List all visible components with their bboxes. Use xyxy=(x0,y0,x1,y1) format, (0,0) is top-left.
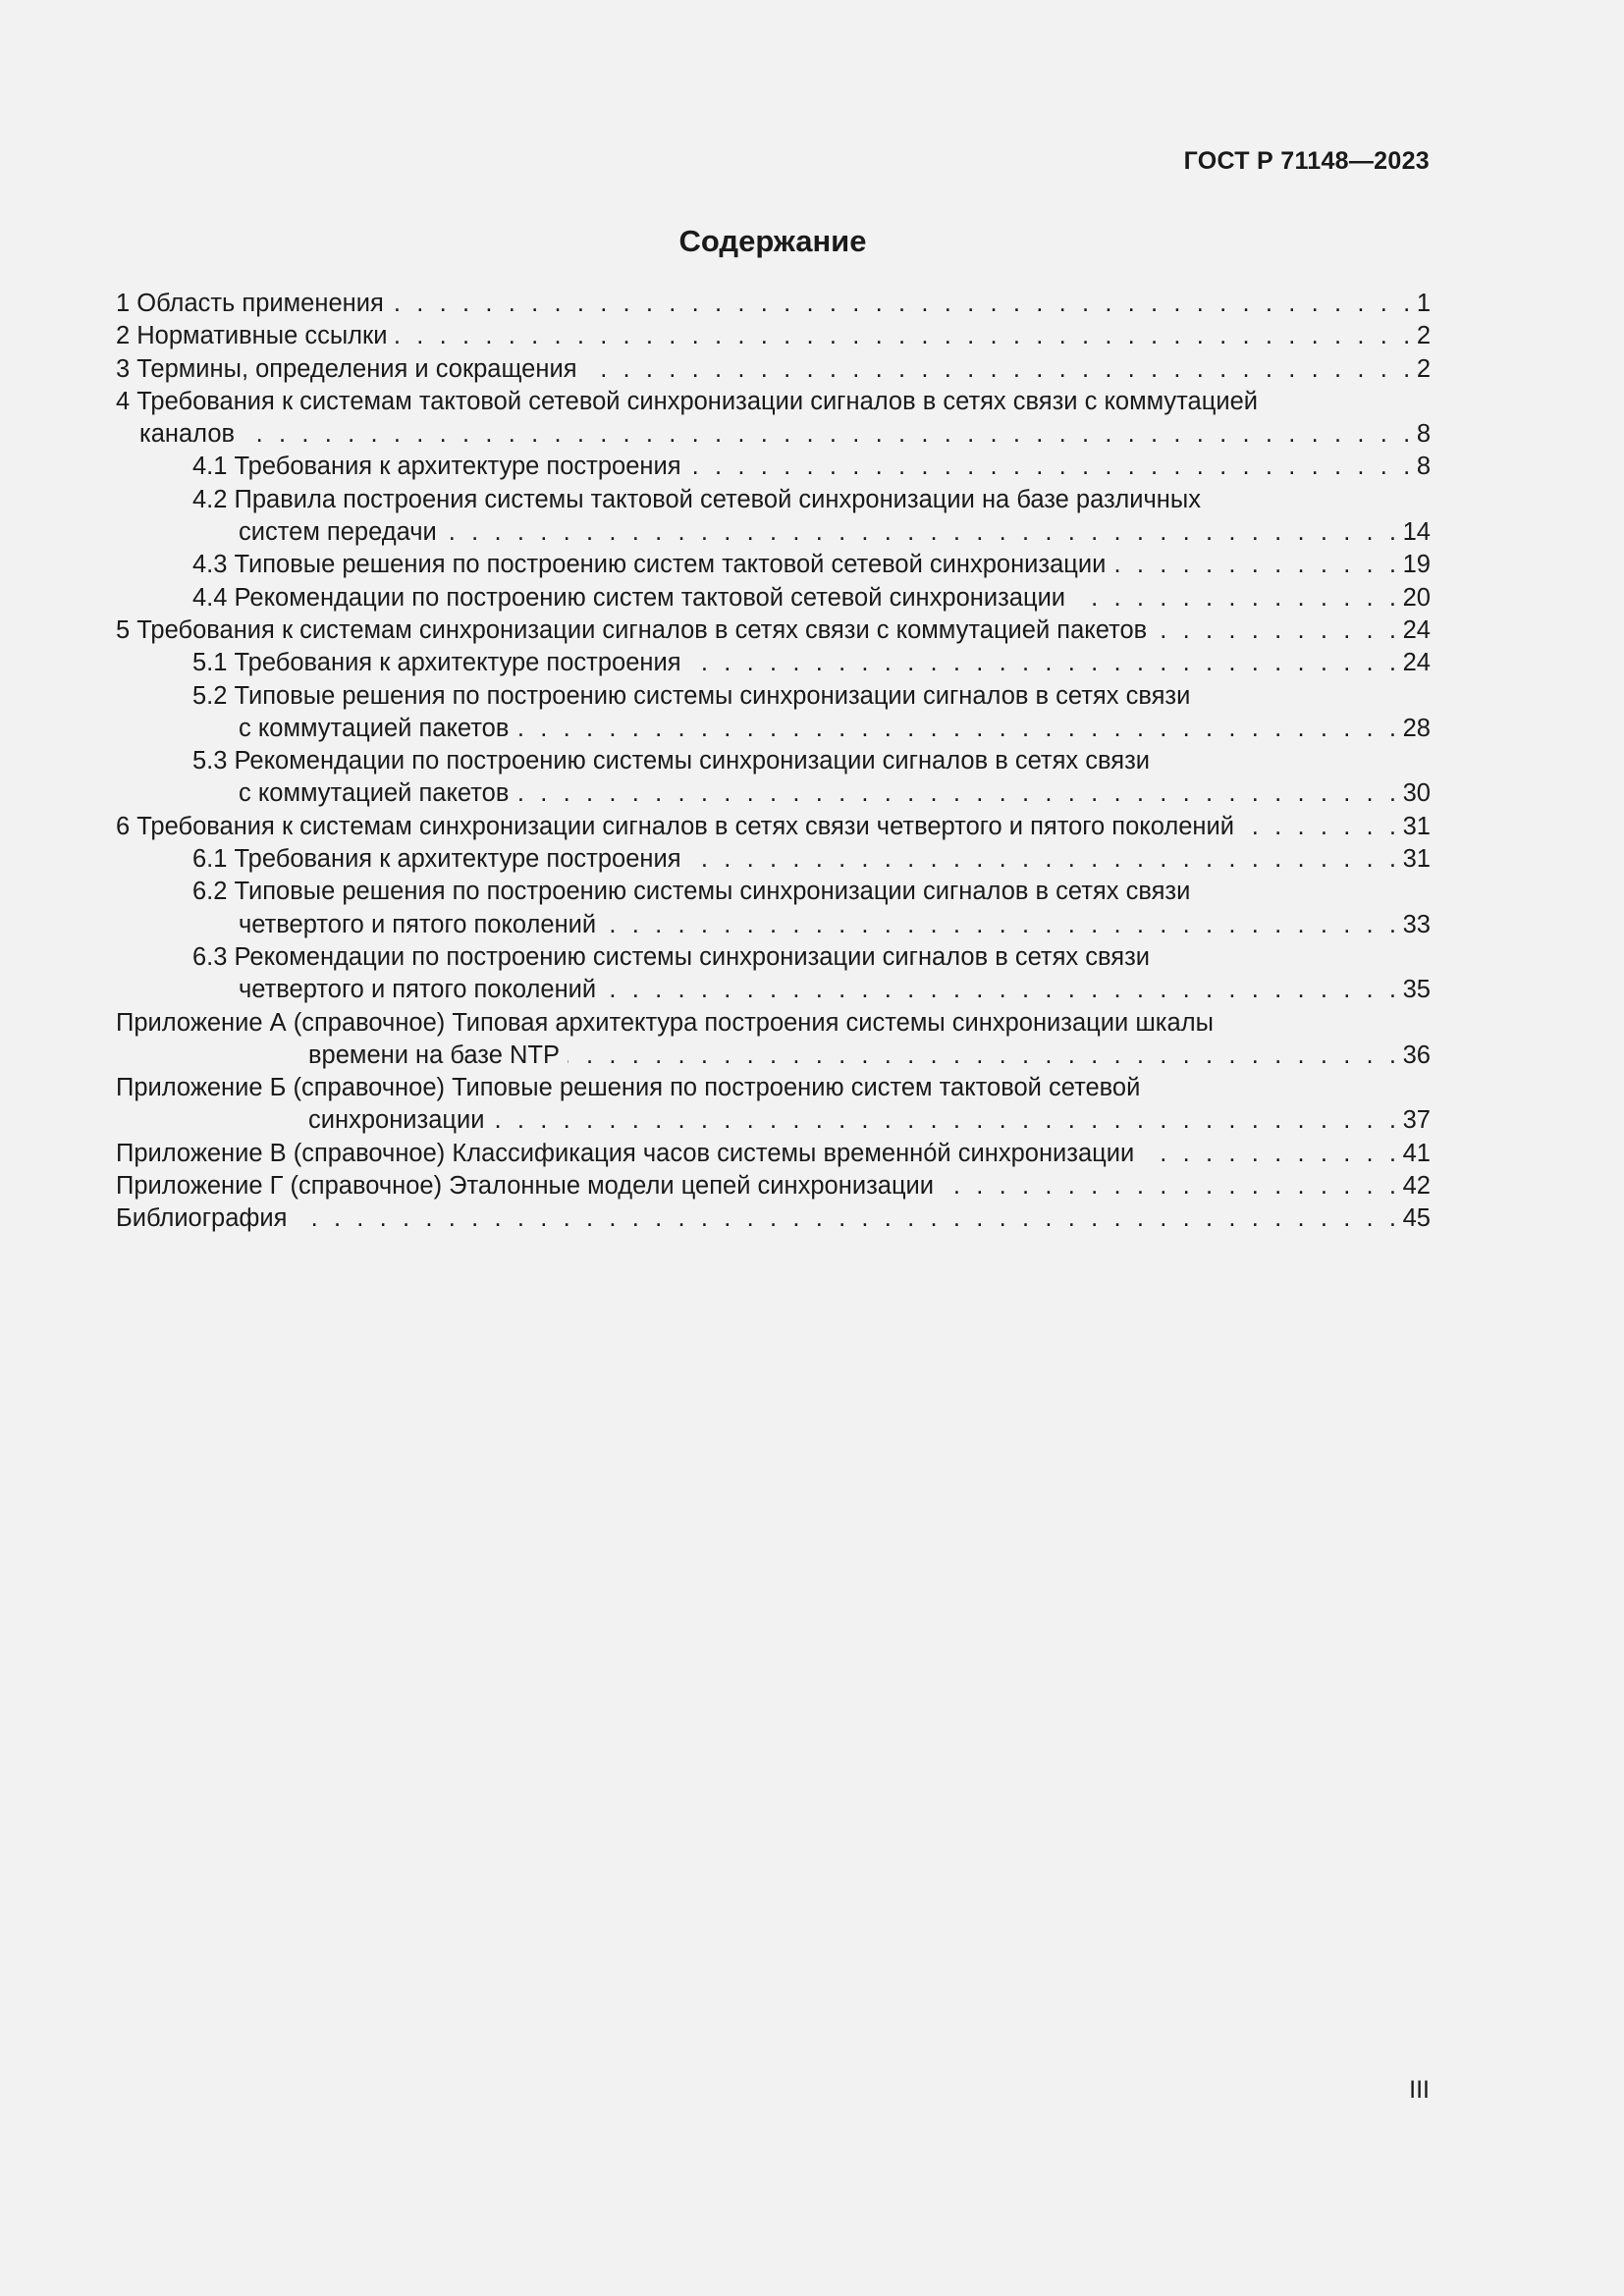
toc-entry-page: 41 xyxy=(1402,1139,1431,1167)
dot-leader xyxy=(689,451,1415,483)
toc-entry-text: 5.2 Типовые решения по построению системы синхронизации сигналов в сетях связи xyxy=(192,681,1191,710)
toc-entry-text: 4 Требования к системам тактовой сетевой синхронизации сигналов в сетях связи с коммутацией xyxy=(116,387,1259,415)
dot-leader xyxy=(445,516,1401,549)
toc-entry-text: 5.1 Требования к архитектуре построения xyxy=(192,649,681,677)
toc-entry-page: 24 xyxy=(1402,615,1431,644)
dot-leader xyxy=(604,974,1400,1006)
toc-title: Содержание xyxy=(678,224,867,258)
toc-entry-text: синхронизации xyxy=(308,1106,485,1135)
dot-leader xyxy=(1073,582,1401,614)
toc-entry-page: 8 xyxy=(1416,420,1431,449)
toc-entry-page: 2 xyxy=(1416,322,1431,350)
toc-entry[interactable] xyxy=(116,582,1431,614)
toc-entry-page: 1 xyxy=(1416,290,1431,317)
toc-entry-text: Приложение В (справочное) Классификация часов системы временно́й синхронизации xyxy=(116,1139,1135,1167)
toc-entry[interactable] xyxy=(116,1202,1431,1235)
toc-entry-page: 19 xyxy=(1402,551,1431,579)
toc-entry-page: 24 xyxy=(1402,649,1431,677)
dot-leader xyxy=(1142,1138,1400,1170)
dot-leader xyxy=(516,713,1400,745)
dot-leader xyxy=(1242,811,1401,843)
dot-leader xyxy=(295,1202,1400,1235)
toc-entry-text: 4.3 Типовые решения по построению систем тактовой сетевой синхронизации xyxy=(192,551,1107,579)
toc-entry[interactable] xyxy=(116,745,1431,811)
page-number: III xyxy=(1409,2076,1430,2104)
dot-leader xyxy=(942,1170,1401,1202)
toc-entry-text: 1 Область применения xyxy=(116,290,384,317)
toc-entry[interactable] xyxy=(116,353,1431,386)
toc-entry-text: 4.4 Рекомендации по построению систем тактовой сетевой синхронизации xyxy=(192,583,1066,612)
toc-entry[interactable] xyxy=(116,1007,1431,1073)
toc-entry[interactable] xyxy=(116,1170,1431,1202)
toc-entry-page: 45 xyxy=(1402,1204,1431,1233)
dot-leader xyxy=(395,320,1414,352)
toc-entry[interactable] xyxy=(116,288,1431,320)
toc-entry[interactable] xyxy=(116,647,1431,679)
dot-leader xyxy=(492,1104,1400,1137)
toc-entry-text: четвертого и пятого поколений xyxy=(239,910,597,938)
toc-entry-page: 8 xyxy=(1416,453,1431,481)
toc-entry[interactable] xyxy=(116,451,1431,483)
toc-entry-text: систем передачи xyxy=(239,518,437,547)
dot-leader xyxy=(392,288,1415,320)
dot-leader xyxy=(516,777,1400,810)
toc-entry-page: 30 xyxy=(1402,779,1431,808)
toc-entry-text: с коммутацией пакетов xyxy=(239,779,510,808)
toc-entry-text: 6.3 Рекомендации по построению системы синхронизации сигналов в сетях связи xyxy=(192,942,1151,971)
toc-entry-text: Библиография xyxy=(116,1204,288,1233)
dot-leader xyxy=(243,418,1415,451)
dot-leader xyxy=(604,909,1400,941)
dot-leader xyxy=(1155,614,1400,647)
toc-entry[interactable] xyxy=(116,614,1431,647)
toc-entry[interactable] xyxy=(116,549,1431,581)
toc-entry-text: 5.3 Рекомендации по построению системы синхронизации сигналов в сетях связи xyxy=(192,747,1151,775)
dot-leader xyxy=(585,353,1415,386)
toc-entry-text: Приложение Г (справочное) Эталонные модели цепей синхронизации xyxy=(116,1172,935,1201)
toc-entry-page: 35 xyxy=(1402,976,1431,1004)
toc-entry-page: 36 xyxy=(1402,1041,1431,1069)
toc-entry[interactable] xyxy=(116,1072,1431,1138)
toc-entry[interactable] xyxy=(116,386,1431,452)
toc-entry-page: 2 xyxy=(1416,354,1431,383)
toc-entry-text: с коммутацией пакетов xyxy=(239,714,510,742)
toc-entry-text: Приложение Б (справочное) Типовые решения по построению систем тактовой сетевой xyxy=(116,1074,1141,1102)
toc-entry-text: 4.2 Правила построения системы тактовой сетевой синхронизации на базе различных xyxy=(192,485,1201,513)
dot-leader xyxy=(1113,549,1400,581)
dot-leader xyxy=(568,1040,1401,1072)
toc-entry[interactable] xyxy=(116,484,1431,550)
toc-entry-page: 33 xyxy=(1402,910,1431,938)
toc-entry[interactable] xyxy=(116,941,1431,1007)
toc-entry-page: 14 xyxy=(1402,518,1431,547)
toc-entry-page: 31 xyxy=(1402,845,1431,874)
toc-entry-text: времени на базе NTP xyxy=(308,1041,560,1069)
toc-entry[interactable] xyxy=(116,320,1431,352)
toc-entry-text: 6.1 Требования к архитектуре построения xyxy=(192,845,681,874)
dot-leader xyxy=(689,647,1401,679)
toc-entry-text: Приложение А (справочное) Типовая архитектура построения системы синхронизации шкалы xyxy=(116,1008,1214,1037)
toc-entry[interactable] xyxy=(116,1138,1431,1170)
toc-entry[interactable] xyxy=(116,811,1431,843)
toc-entry[interactable] xyxy=(116,843,1431,876)
table-of-contents xyxy=(116,288,1431,1236)
toc-entry[interactable] xyxy=(116,680,1431,746)
toc-entry-page: 31 xyxy=(1402,812,1431,840)
document-header-code: ГОСТ Р 71148—2023 xyxy=(1183,147,1430,175)
dot-leader xyxy=(689,843,1401,876)
toc-entry-page: 28 xyxy=(1402,714,1431,742)
toc-entry-page: 37 xyxy=(1402,1106,1431,1135)
toc-entry-text: 6 Требования к системам синхронизации сигналов в сетях связи четвертого и пятого поколений xyxy=(116,812,1234,840)
toc-entry-text: 6.2 Типовые решения по построению системы синхронизации сигналов в сетях связи xyxy=(192,878,1191,906)
toc-entry-page: 42 xyxy=(1402,1172,1431,1201)
toc-entry-text: четвертого и пятого поколений xyxy=(239,976,597,1004)
toc-entry[interactable] xyxy=(116,876,1431,941)
toc-entry-text: 5 Требования к системам синхронизации сигналов в сетях связи с коммутацией пакетов xyxy=(116,615,1148,644)
toc-entry-page: 20 xyxy=(1402,583,1431,612)
toc-entry-text: каналов xyxy=(139,420,236,449)
toc-entry-text: 2 Нормативные ссылки xyxy=(116,322,388,350)
toc-entry-text: 3 Термины, определения и сокращения xyxy=(116,354,577,383)
toc-entry-text: 4.1 Требования к архитектуре построения xyxy=(192,453,681,481)
